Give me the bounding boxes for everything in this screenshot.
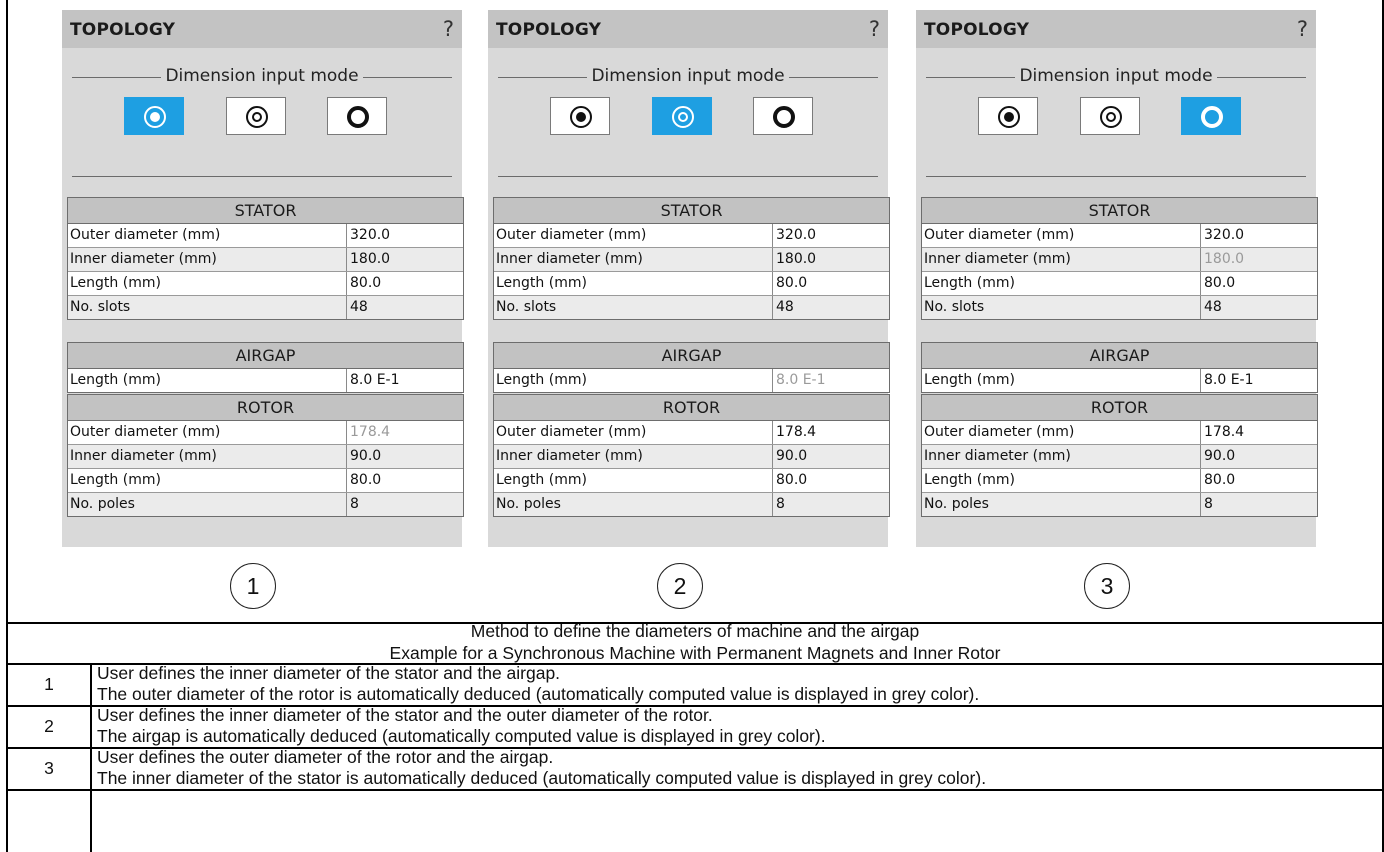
value-field[interactable]: 80.0 — [772, 469, 889, 492]
mode-button-3[interactable] — [327, 97, 387, 135]
field-label: No. poles — [496, 496, 561, 512]
stator-section — [921, 197, 1318, 320]
rotor-row — [922, 493, 1317, 516]
stator-row — [68, 296, 463, 319]
stator-header: STATOR — [68, 198, 463, 224]
rotor-row — [494, 421, 889, 445]
stator-row — [68, 272, 463, 296]
mode-button-1[interactable] — [978, 97, 1038, 135]
stator-row — [494, 272, 889, 296]
mode-button-3[interactable] — [1181, 97, 1241, 135]
dimension-mode-label: Dimension input mode — [916, 66, 1316, 86]
table-row-text: User defines the outer diameter of the rotor and the airgap. — [97, 747, 554, 767]
table-row-text: The inner diameter of the stator is automatically deduced (automatically computed value is displayed in grey color). — [97, 768, 987, 788]
field-label: No. slots — [496, 299, 557, 315]
value-field[interactable]: 180.0 — [772, 248, 889, 271]
field-label: Outer diameter (mm) — [70, 424, 221, 440]
mode-button-2[interactable] — [1080, 97, 1140, 135]
field-label: No. slots — [70, 299, 131, 315]
value-field[interactable]: 180.0 — [346, 248, 463, 271]
field-label: Length (mm) — [70, 275, 161, 291]
rotor-section — [921, 394, 1318, 517]
stator-row — [922, 224, 1317, 248]
computed-value-field: 180.0 — [1200, 248, 1317, 271]
panel-title: TOPOLOGY — [924, 20, 1030, 40]
panel-header — [916, 10, 1316, 48]
panel-header — [62, 10, 462, 48]
topology-panel — [916, 10, 1316, 547]
rotor-row — [494, 469, 889, 493]
mode-button-1[interactable] — [124, 97, 184, 135]
stator-row — [68, 224, 463, 248]
stator-row — [68, 248, 463, 272]
stator-section — [67, 197, 464, 320]
mode-button-2[interactable] — [226, 97, 286, 135]
separator — [72, 176, 452, 177]
value-field[interactable]: 80.0 — [346, 272, 463, 295]
topology-panel — [62, 10, 462, 547]
help-icon[interactable]: ? — [442, 17, 454, 41]
value-field[interactable]: 90.0 — [346, 445, 463, 468]
field-label: Inner diameter (mm) — [70, 448, 217, 464]
airgap-row — [494, 369, 889, 392]
topology-panel — [488, 10, 888, 547]
airgap-row — [922, 369, 1317, 392]
value-field[interactable]: 80.0 — [346, 469, 463, 492]
field-label: Length (mm) — [924, 275, 1015, 291]
value-field[interactable]: 48 — [346, 296, 463, 319]
stator-row — [922, 248, 1317, 272]
table-row-text: User defines the inner diameter of the stator and the outer diameter of the rotor. — [97, 705, 713, 725]
value-field[interactable]: 8 — [772, 493, 889, 516]
separator — [498, 176, 878, 177]
table-row-number: 1 — [44, 674, 54, 694]
rotor-section — [493, 394, 890, 517]
field-label: No. slots — [924, 299, 985, 315]
table-row-number: 3 — [44, 758, 54, 778]
computed-value-field: 8.0 E-1 — [772, 369, 889, 392]
value-field[interactable]: 80.0 — [1200, 469, 1317, 492]
value-field[interactable]: 8.0 E-1 — [1200, 369, 1317, 392]
rotor-row — [922, 469, 1317, 493]
rotor-header: ROTOR — [68, 395, 463, 421]
field-label: Inner diameter (mm) — [924, 448, 1071, 464]
value-field[interactable]: 8 — [1200, 493, 1317, 516]
figure-number-circle: 1 — [230, 563, 276, 609]
field-label: Length (mm) — [496, 472, 587, 488]
field-label: Outer diameter (mm) — [924, 424, 1075, 440]
field-label: Inner diameter (mm) — [924, 251, 1071, 267]
airgap-section — [67, 342, 464, 393]
stator-header: STATOR — [922, 198, 1317, 224]
field-label: Length (mm) — [924, 472, 1015, 488]
stator-row — [494, 248, 889, 272]
separator — [926, 176, 1306, 177]
field-label: Length (mm) — [70, 372, 161, 388]
rotor-section — [67, 394, 464, 517]
computed-value-field: 178.4 — [346, 421, 463, 444]
panel-title: TOPOLOGY — [496, 20, 602, 40]
field-label: No. poles — [924, 496, 989, 512]
field-label: Outer diameter (mm) — [924, 227, 1075, 243]
mode-button-1[interactable] — [550, 97, 610, 135]
rotor-row — [494, 493, 889, 516]
caption-title: Method to define the diameters of machine and the airgap — [470, 621, 920, 641]
field-label: Length (mm) — [70, 472, 161, 488]
mode-button-2[interactable] — [652, 97, 712, 135]
help-icon[interactable]: ? — [1296, 17, 1308, 41]
value-field[interactable]: 320.0 — [1200, 224, 1317, 247]
airgap-header: AIRGAP — [494, 343, 889, 369]
stator-section — [493, 197, 890, 320]
stator-row — [494, 296, 889, 319]
value-field[interactable]: 8.0 E-1 — [346, 369, 463, 392]
airgap-header: AIRGAP — [922, 343, 1317, 369]
value-field[interactable]: 320.0 — [346, 224, 463, 247]
field-label: Outer diameter (mm) — [496, 227, 647, 243]
airgap-row — [68, 369, 463, 392]
table-row-text: The outer diameter of the rotor is automatically deduced (automatically computed value is displayed in grey color). — [97, 684, 980, 704]
field-label: Length (mm) — [496, 275, 587, 291]
value-field[interactable]: 320.0 — [772, 224, 889, 247]
table-row-text: User defines the inner diameter of the stator and the airgap. — [97, 663, 561, 683]
field-label: Outer diameter (mm) — [496, 424, 647, 440]
dimension-mode-label: Dimension input mode — [62, 66, 462, 86]
stator-row — [922, 296, 1317, 319]
rotor-row — [922, 445, 1317, 469]
panel-header — [488, 10, 888, 48]
rotor-header: ROTOR — [922, 395, 1317, 421]
airgap-section — [921, 342, 1318, 393]
stator-header: STATOR — [494, 198, 889, 224]
rotor-header: ROTOR — [494, 395, 889, 421]
rotor-row — [68, 445, 463, 469]
value-field[interactable]: 178.4 — [1200, 421, 1317, 444]
stator-row — [494, 224, 889, 248]
dimension-mode-label: Dimension input mode — [488, 66, 888, 86]
rotor-row — [68, 469, 463, 493]
table-row-number: 2 — [44, 716, 54, 736]
field-label: Inner diameter (mm) — [70, 251, 217, 267]
stator-row — [922, 272, 1317, 296]
help-icon[interactable]: ? — [868, 17, 880, 41]
value-field[interactable]: 48 — [772, 296, 889, 319]
figure-number-circle: 3 — [1084, 563, 1130, 609]
field-label: Inner diameter (mm) — [496, 448, 643, 464]
rotor-row — [494, 445, 889, 469]
rotor-row — [68, 421, 463, 445]
panel-title: TOPOLOGY — [70, 20, 176, 40]
value-field[interactable]: 90.0 — [1200, 445, 1317, 468]
field-label: No. poles — [70, 496, 135, 512]
field-label: Inner diameter (mm) — [496, 251, 643, 267]
value-field[interactable]: 80.0 — [772, 272, 889, 295]
rotor-row — [922, 421, 1317, 445]
rotor-row — [68, 493, 463, 516]
table-column-divider — [90, 663, 92, 852]
value-field[interactable]: 8 — [346, 493, 463, 516]
field-label: Outer diameter (mm) — [70, 227, 221, 243]
value-field[interactable]: 178.4 — [772, 421, 889, 444]
table-divider — [6, 789, 1384, 791]
value-field[interactable]: 48 — [1200, 296, 1317, 319]
mode-button-3[interactable] — [753, 97, 813, 135]
table-row-text: The airgap is automatically deduced (automatically computed value is displayed in grey color). — [97, 726, 826, 746]
caption-subtitle: Example for a Synchronous Machine with Permanent Magnets and Inner Rotor — [389, 643, 1001, 663]
airgap-section — [493, 342, 890, 393]
value-field[interactable]: 80.0 — [1200, 272, 1317, 295]
figure-number-circle: 2 — [657, 563, 703, 609]
airgap-header: AIRGAP — [68, 343, 463, 369]
field-label: Length (mm) — [496, 372, 587, 388]
value-field[interactable]: 90.0 — [772, 445, 889, 468]
field-label: Length (mm) — [924, 372, 1015, 388]
